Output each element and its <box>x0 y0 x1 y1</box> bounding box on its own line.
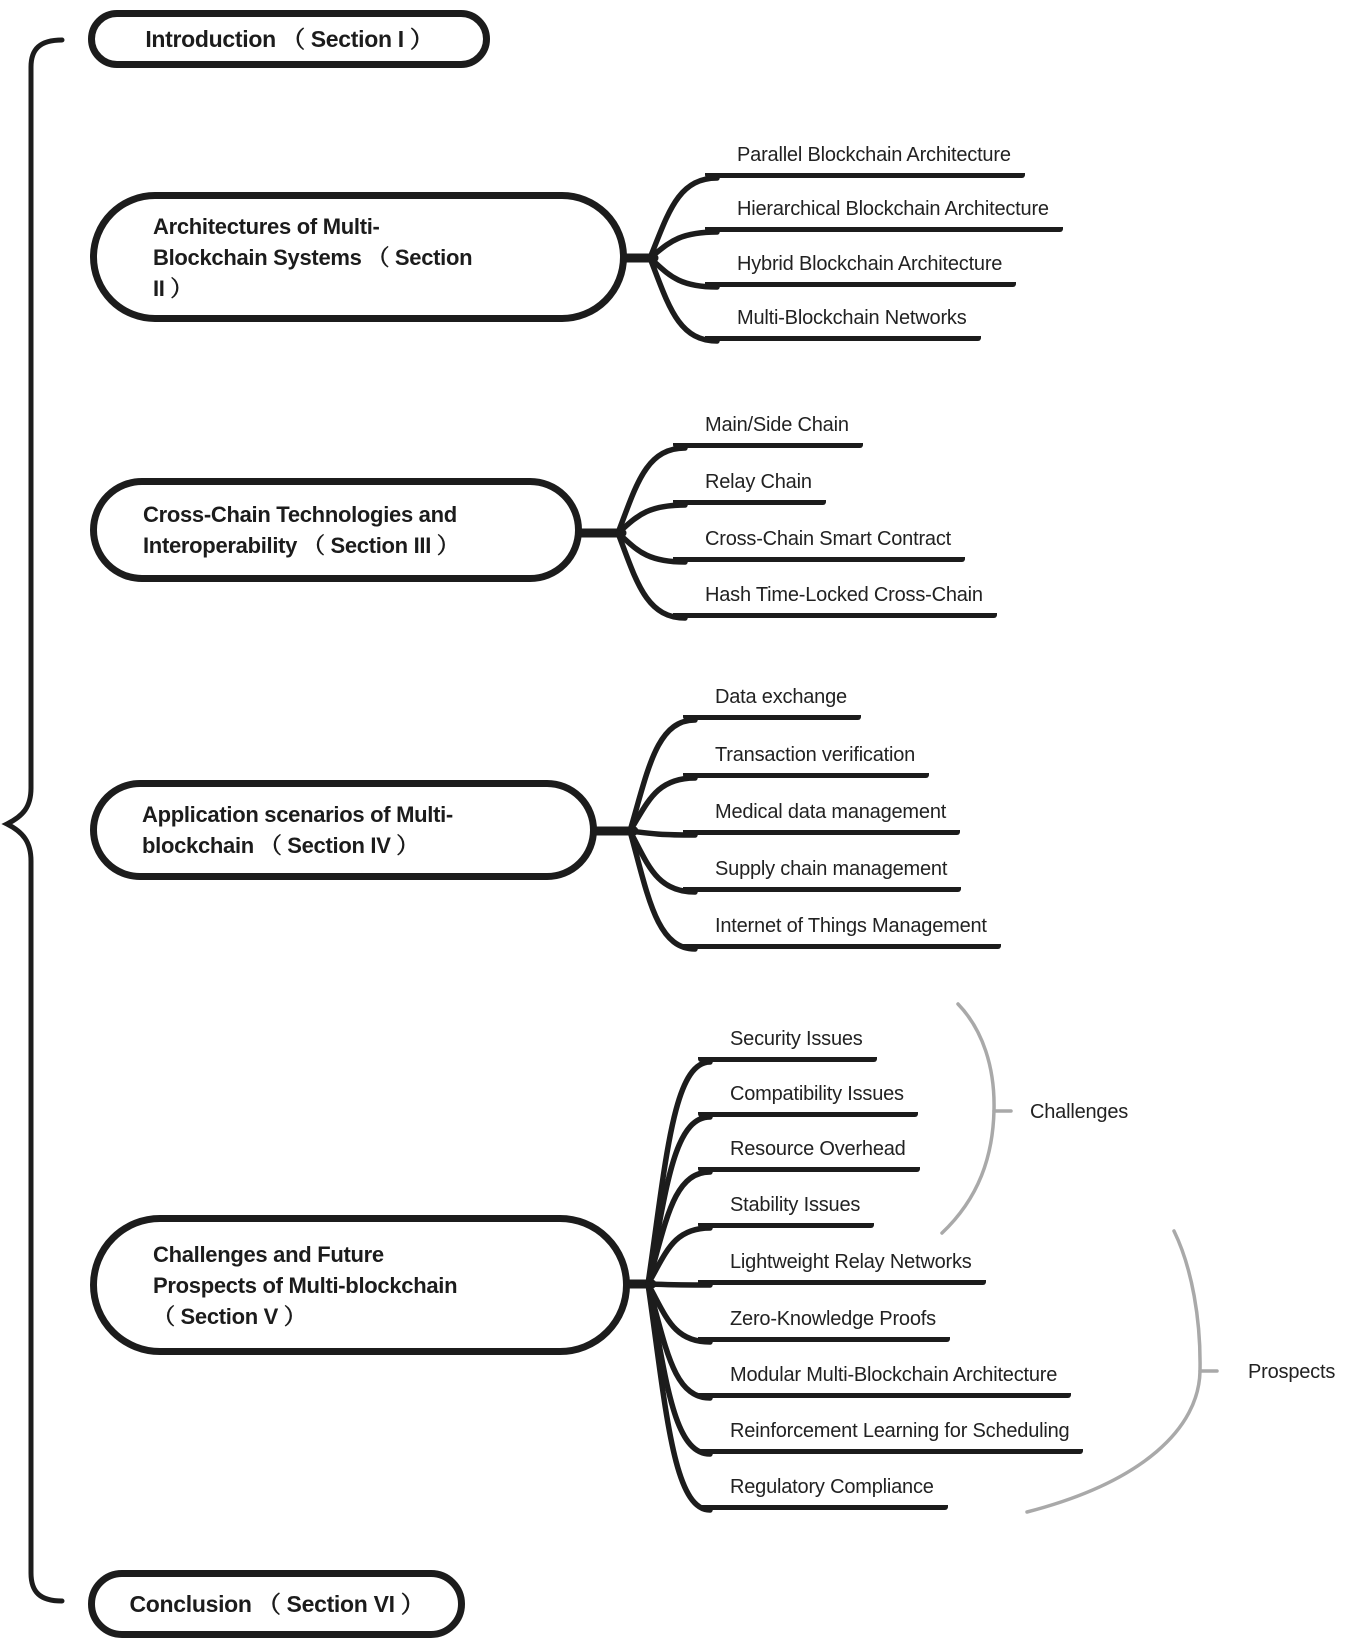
left-brace <box>7 40 62 1601</box>
leaf-item <box>673 402 863 448</box>
section-label-line: II ） <box>153 275 193 301</box>
section-node-introduction <box>88 10 490 68</box>
leaf-label: Parallel Blockchain Architecture <box>737 144 1011 166</box>
leaf-label: Hash Time-Locked Cross-Chain <box>705 584 983 606</box>
leaf-item <box>673 516 965 562</box>
leaf-label: Regulatory Compliance <box>730 1476 934 1498</box>
leaf-label: Data exchange <box>715 686 847 708</box>
leaf-item <box>698 1126 920 1172</box>
leaf-item <box>673 459 826 505</box>
section-label-line: Architectures of Multi- <box>153 213 380 239</box>
leaf-item <box>698 1182 874 1228</box>
leaf-label: Relay Chain <box>705 471 812 493</box>
group-label-prospects: Prospects <box>1248 1361 1336 1383</box>
section-node-cross-chain <box>90 478 582 582</box>
leaf-label: Stability Issues <box>730 1194 861 1216</box>
leaf-label: Hybrid Blockchain Architecture <box>737 253 1003 275</box>
leaf-item <box>683 903 1001 949</box>
leaf-item <box>698 1071 918 1117</box>
section-label-line: Application scenarios of Multi- <box>142 802 453 827</box>
leaf-item <box>683 674 861 720</box>
group-label-challenges: Challenges <box>1030 1101 1129 1123</box>
section-label-line: Conclusion （ Section VI ） <box>129 1590 424 1617</box>
leaf-label: Zero-Knowledge Proofs <box>730 1308 936 1330</box>
section-node-conclusion <box>88 1570 465 1638</box>
leaf-item <box>683 846 961 892</box>
section-label-line: Challenges and Future <box>153 1241 384 1267</box>
leaf-label: Modular Multi-Blockchain Architecture <box>730 1364 1058 1386</box>
leaf-label: Multi-Blockchain Networks <box>737 307 967 329</box>
leaf-label: Compatibility Issues <box>730 1083 904 1105</box>
leaf-item <box>705 186 1063 232</box>
leaf-item <box>698 1464 948 1510</box>
leaf-label: Supply chain management <box>715 858 948 880</box>
section-label-line: Blockchain Systems （ Section <box>153 244 473 270</box>
section-node-application-scenarios <box>90 780 597 880</box>
section-label-line: （ Section V ） <box>153 1303 306 1329</box>
group-bracket-challenges <box>942 1004 994 1233</box>
leaf-label: Resource Overhead <box>730 1138 906 1160</box>
leaf-label: Medical data management <box>715 801 947 823</box>
leaf-item <box>698 1296 950 1342</box>
section-label-line: blockchain （ Section IV ） <box>142 833 419 858</box>
leaf-item <box>673 572 997 618</box>
leaf-item <box>705 295 981 341</box>
leaf-label: Main/Side Chain <box>705 414 849 436</box>
section-label-line: Cross-Chain Technologies and <box>143 502 457 527</box>
leaf-label: Lightweight Relay Networks <box>730 1251 972 1273</box>
leaf-item <box>705 132 1025 178</box>
leaf-item <box>698 1352 1071 1398</box>
leaf-label: Cross-Chain Smart Contract <box>705 528 951 550</box>
leaf-item <box>698 1239 986 1285</box>
section-node-architectures <box>90 192 627 322</box>
leaf-label: Hierarchical Blockchain Architecture <box>737 198 1049 220</box>
leaf-label: Reinforcement Learning for Scheduling <box>730 1420 1070 1442</box>
section-label-line: Prospects of Multi-blockchain <box>153 1272 458 1298</box>
leaf-item <box>683 789 960 835</box>
leaf-label: Transaction verification <box>715 744 916 766</box>
leaf-item <box>705 241 1016 287</box>
section-node-challenges-prospects <box>90 1215 630 1355</box>
leaf-item <box>698 1016 877 1062</box>
leaf-label: Internet of Things Management <box>715 915 987 937</box>
leaf-item <box>698 1408 1083 1454</box>
section-label-line: Introduction （ Section I ） <box>145 25 433 52</box>
section-label-line: Interoperability （ Section III ） <box>143 533 459 558</box>
leaf-label: Security Issues <box>730 1028 863 1050</box>
leaf-item <box>683 732 929 778</box>
